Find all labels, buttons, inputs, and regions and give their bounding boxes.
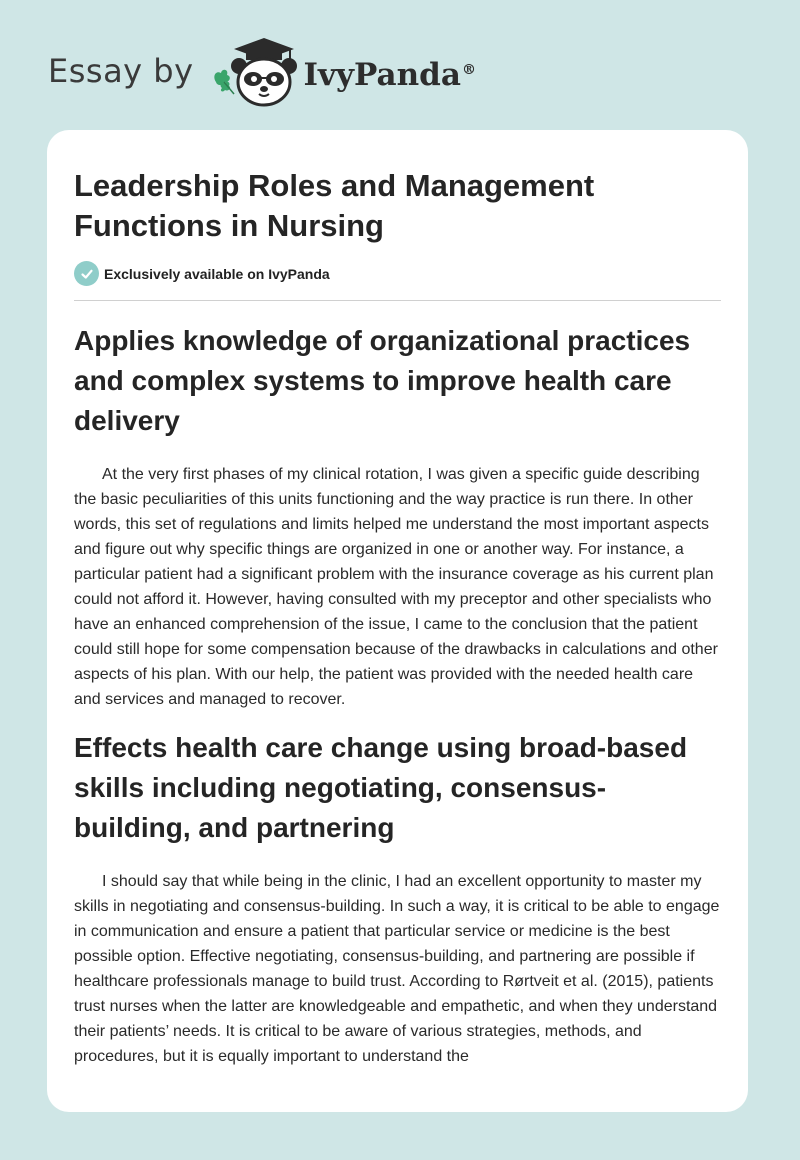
badge-text: Exclusively available on IvyPanda [104,265,330,282]
registered-mark: ® [461,61,476,78]
section-heading: Applies knowledge of organizational practices and complex systems to improve health care delivery [74,325,691,436]
panda-logo-icon [210,36,298,108]
divider [74,300,721,301]
exclusive-badge [74,261,721,286]
brand-prefix: Essay by [48,52,194,90]
check-circle-icon [74,261,99,286]
brand-name: IvyPanda® [303,57,476,93]
section-heading: Effects health care change using broad-based skills including negotiating, consensus-building, and partnering [74,732,688,843]
essay-card [47,130,748,1112]
brand-logo[interactable] [48,36,476,108]
section-paragraph: At the very first phases of my clinical rotation, I was given a specific guide describing the basic peculiarities of this units functioning and the way practice is run there. In other words, this set of regulations and limits helped me understand the most important aspects and figure out why specific things are organized in one or another way. For instance, a particular patient had a significant problem with the insurance coverage as his current plan could not afford it. However, having consulted with my preceptor and other specialists who have an enhanced comprehension of the issue, I came to the conclusion that the patient could still hope for some compensation because of the drawbacks in calculations and other aspects of his plan. With our help, the patient was provided with the needed health care and services and managed to recover. [74,466,718,708]
essay-title: Leadership Roles and Management Functions in Nursing [74,168,595,243]
section-paragraph: I should say that while being in the clinic, I had an excellent opportunity to master my skills in negotiating and consensus-building. In such a way, it is critical to be able to engage in communication and ensure a patient that particular service or medicine is the best possible option. Effective negotiating, consensus-building, and partnering are possible if healthcare professionals manage to build trust. According to Rørtveit et al. (2015), patients trust nurses when the latter are knowledgeable and empathetic, and when they understand their patients’ needs. It is critical to be aware of various strategies, methods, and procedures, but it is equally important to understand the [74,873,720,1065]
